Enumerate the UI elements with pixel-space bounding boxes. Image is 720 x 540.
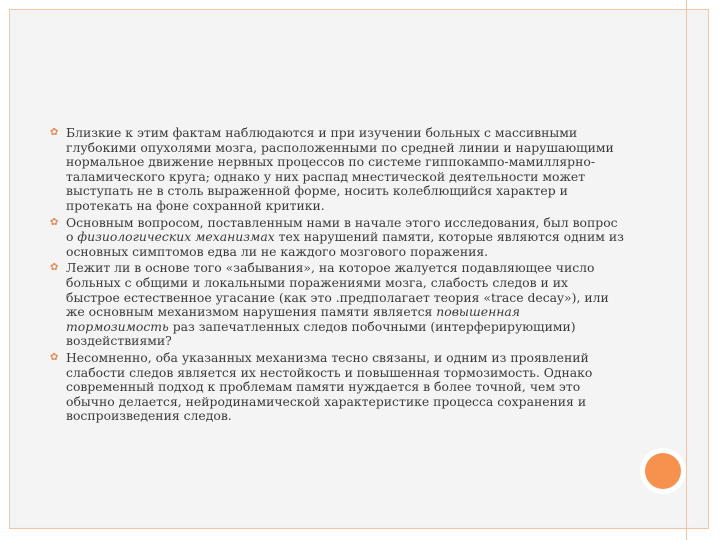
paragraph-4-text: Несомненно, оба указанных механизма тесно связаны, и одним из проявлений слабости следов является их нестойкость и повышенная тормозимость. Однако современный подход к проблемам памяти нуждается в более точной, чем это обычно делается, нейродинамической характеристике процесса сохранения и воспроизведения следов. [66,349,593,424]
paragraph-4 [44,351,624,424]
paragraph-3-text-after: раз запечатленных следов побочными (интерферирующими) воздействиями? [66,318,576,349]
vertical-accent-line [686,0,687,540]
paragraph-3 [44,261,624,349]
flourish-bullet-icon: ✿ [50,127,59,138]
flourish-bullet-icon: ✿ [50,216,59,228]
paragraph-2-italic: физиологических механизмах [77,229,275,245]
slide-body [44,126,624,426]
paragraph-1-text: Близкие к этим фактам наблюдаются и при изучении больных с массивными глубокими опухолями мозга, расположенными по средней линии и нарушающими нормальное движение нервных процессов по системе гиппокампо-мамиллярно-таламического круга; однако у них распад мнестической деятельности может выступать не в столь выраженной форме, носить колеблющийся характер и протекать на фоне сохранной критики. [66,125,614,213]
paragraph-3-italic: повышенная тормозимость [66,304,520,334]
paragraph-2-text-before: Основным вопросом, поставленным нами в начале этого исследования, был вопрос о [66,214,618,245]
paragraph-1 [44,126,624,214]
paragraph-2 [44,216,624,260]
flourish-bullet-icon: ✿ [50,262,59,274]
flourish-bullet-icon: ✿ [50,351,59,363]
paragraph-3-text-before: Лежит ли в основе того «забывания», на которое жалуется подавляющее число больных с общими и локальными поражениями мозга, слабость следов и их быстрое естественное угасание (как это .предполагает теория «trace decay»), или же основным механизмом нарушения памяти является [66,260,609,320]
decorative-circle-icon [640,448,686,494]
paragraph-2-text-after: тех нарушений памяти, которые являются одним из основных симптомов едва ли не каждого мозгового поражения. [66,229,624,259]
